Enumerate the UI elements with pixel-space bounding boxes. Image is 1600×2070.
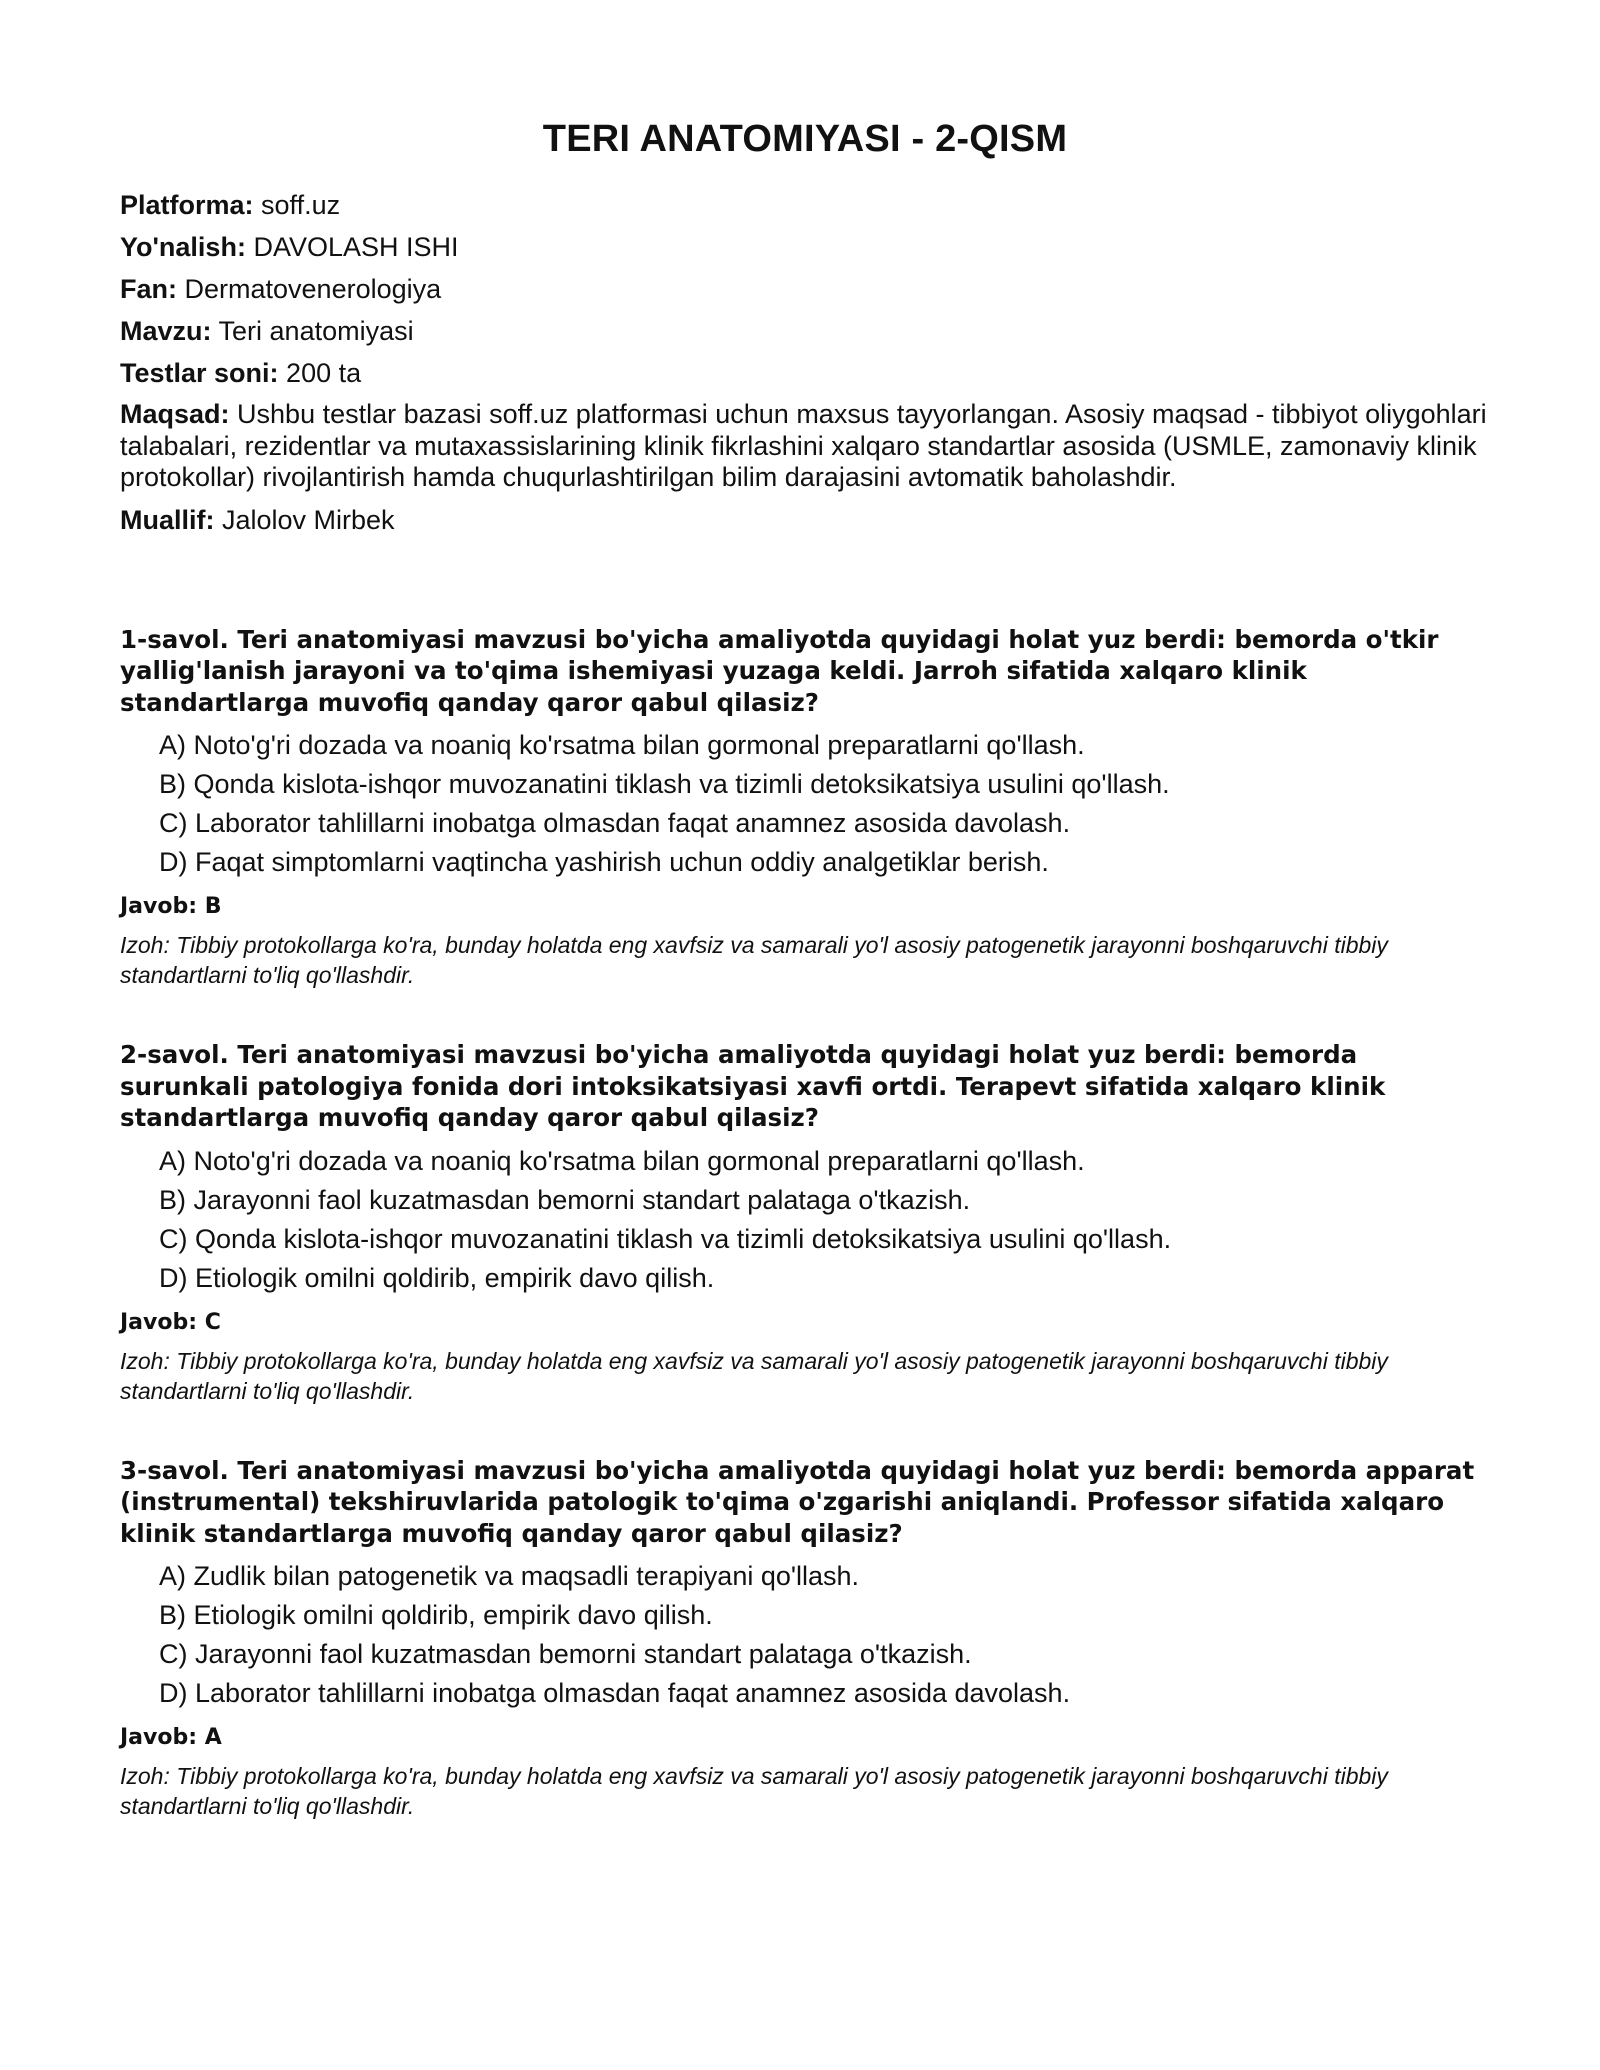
meta-key: Fan: <box>120 274 177 304</box>
explanation-note: Izoh: Tibbiy protokollarga ko'ra, bunday holatda eng xavfsiz va samarali yo'l asosiy patogenetik jarayonni boshqaruvchi tibbiy standartlarni to'liq qo'llashdir. <box>120 1763 1388 1819</box>
option-c: C) Laborator tahlillarni inobatga olmasdan faqat anamnez asosida davolash. <box>159 808 1071 838</box>
question-item <box>120 1455 1490 1822</box>
question-text: 2-savol. Teri anatomiyasi mavzusi bo'yicha amaliyotda quyidagi holat yuz berdi: bemorda surunkali patologiya fonida dori intoksikatsiyasi xavfi ortdi. Terapevt sifatida xalqaro klinik standartlarga muvofiq qanday qaror qabul qilasiz? <box>120 1040 1386 1132</box>
option-d: D) Faqat simptomlarni vaqtincha yashirish uchun oddiy analgetiklar berish. <box>159 847 1049 877</box>
option-list <box>120 726 1490 882</box>
meta-value: Teri anatomiyasi <box>211 316 414 346</box>
meta-value: Jalolov Mirbek <box>214 504 395 535</box>
meta-value: soff.uz <box>253 190 341 220</box>
meta-value: 200 ta <box>278 358 362 388</box>
option-list <box>120 1142 1490 1298</box>
option-d: D) Etiologik omilni qoldirib, empirik davo qilish. <box>159 1262 715 1293</box>
answer-label: Javob: A <box>120 1725 222 1750</box>
answer-label: Javob: C <box>120 1309 221 1335</box>
meta-key: Mavzu: <box>120 316 212 346</box>
option-b: B) Jarayonni faol kuzatmasdan bemorni standart palataga o'tkazish. <box>159 1184 971 1215</box>
meta-test-count <box>120 357 1490 389</box>
option-a: A) Zudlik bilan patogenetik va maqsadli terapiyani qo'llash. <box>159 1561 860 1591</box>
meta-value: DAVOLASH ISHI <box>245 232 459 262</box>
option-b: B) Etiologik omilni qoldirib, empirik davo qilish. <box>159 1600 713 1630</box>
document-page <box>120 118 1490 1870</box>
option-c: C) Jarayonni faol kuzatmasdan bemorni standart palataga o'tkazish. <box>159 1639 972 1669</box>
question-item <box>120 1039 1490 1406</box>
question-text: 1-savol. Teri anatomiyasi mavzusi bo'yicha amaliyotda quyidagi holat yuz berdi: bemorda o'tkir yallig'lanish jarayoni va to'qima ishemiyasi yuzaga keldi. Jarroh sifatida xalqaro klinik standartlarga muvofiq qanday qaror qabul qilasiz? <box>120 624 1439 717</box>
question-list <box>120 624 1490 1822</box>
explanation-note: Izoh: Tibbiy protokollarga ko'ra, bunday holatda eng xavfsiz va samarali yo'l asosiy patogenetik jarayonni boshqaruvchi tibbiy standartlarni to'liq qo'llashdir. <box>120 1347 1388 1404</box>
option-b: B) Qonda kislota-ishqor muvozanatini tiklash va tizimli detoksikatsiya usulini qo'llash. <box>159 769 1170 799</box>
option-d: D) Laborator tahlillarni inobatga olmasdan faqat anamnez asosida davolash. <box>159 1678 1071 1708</box>
meta-aim <box>120 399 1490 494</box>
meta-value: Dermatovenerologiya <box>177 274 442 304</box>
meta-key: Testlar soni: <box>120 358 279 388</box>
meta-topic <box>120 315 1490 347</box>
meta-value: Ushbu testlar bazasi soff.uz platformasi uchun maxsus tayyorlangan. Asosiy maqsad - tibbiyot oliygohlari talabalari, rezidentlar va mutaxassislarining klinik fikrlashini xalqaro standartlar asosida (USMLE, zamonaviy klinik protokollar) rivojlantirish hamda chuqurlashtirilgan bilim darajasini avtomatik baholashdir. <box>120 399 1487 492</box>
page-title: TERI ANATOMIYASI - 2-QISM <box>542 118 1068 160</box>
option-list <box>120 1557 1490 1713</box>
option-c: C) Qonda kislota-ishqor muvozanatini tiklash va tizimli detoksikatsiya usulini qo'llash. <box>159 1223 1172 1254</box>
meta-key: Platforma: <box>120 190 254 220</box>
option-a: A) Noto'g'ri dozada va noaniq ko'rsatma bilan gormonal preparatlarni qo'llash. <box>159 730 1085 760</box>
meta-key: Maqsad: <box>120 399 230 429</box>
question-text: 3-savol. Teri anatomiyasi mavzusi bo'yicha amaliyotda quyidagi holat yuz berdi: bemorda apparat (instrumental) tekshiruvlarida patologik to'qima o'zgarishi aniqlandi. Professor sifatida xalqaro klinik standartlarga muvofiq qanday qaror qabul qilasiz? <box>120 1455 1475 1548</box>
meta-platform <box>120 189 1490 221</box>
question-item <box>120 624 1490 991</box>
meta-direction <box>120 231 1490 263</box>
meta-key: Yo'nalish: <box>120 232 246 262</box>
document-meta <box>120 189 1490 536</box>
explanation-note: Izoh: Tibbiy protokollarga ko'ra, bunday holatda eng xavfsiz va samarali yo'l asosiy patogenetik jarayonni boshqaruvchi tibbiy standartlarni to'liq qo'llashdir. <box>120 932 1388 988</box>
option-a: A) Noto'g'ri dozada va noaniq ko'rsatma bilan gormonal preparatlarni qo'llash. <box>159 1145 1085 1176</box>
meta-subject <box>120 273 1490 305</box>
meta-key: Muallif: <box>120 504 215 535</box>
answer-label: Javob: B <box>120 894 222 919</box>
meta-author <box>120 504 1490 536</box>
